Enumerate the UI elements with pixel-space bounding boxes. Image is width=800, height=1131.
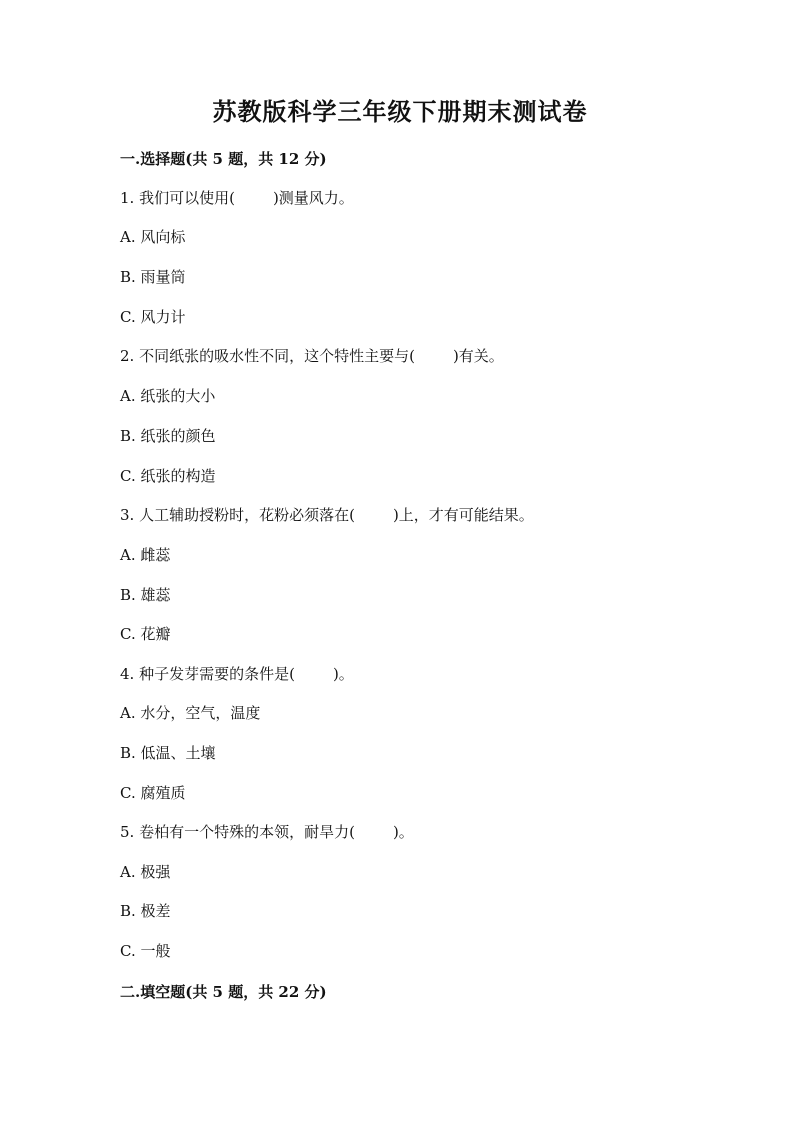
question-5-option-a: A. 极强 bbox=[120, 863, 171, 881]
question-1-option-a: A. 风向标 bbox=[120, 228, 186, 246]
question-5-stem-before: 5. 卷柏有一个特殊的本领，耐旱力( bbox=[120, 823, 355, 841]
question-2-option-c: C. 纸张的构造 bbox=[120, 467, 216, 485]
question-2-stem-after: )有关。 bbox=[452, 347, 504, 365]
question-4-stem bbox=[120, 663, 354, 685]
question-2-option-a: A. 纸张的大小 bbox=[120, 387, 216, 405]
page-title: 苏教版科学三年级下册期末测试卷 bbox=[212, 97, 588, 126]
question-3-option-b: B. 雄蕊 bbox=[120, 586, 171, 604]
question-5-stem-after: )。 bbox=[392, 823, 414, 841]
question-5-option-c: C. 一般 bbox=[120, 942, 171, 960]
question-5-option-b: B. 极差 bbox=[120, 902, 171, 920]
section-heading-fill-in: 二.填空题(共 5 题，共 22 分) bbox=[120, 983, 327, 1001]
question-5-stem bbox=[120, 821, 414, 843]
question-3-stem bbox=[120, 504, 534, 526]
section-heading-choice: 一.选择题(共 5 题，共 12 分) bbox=[120, 150, 327, 168]
question-1-stem-before: 1. 我们可以使用( bbox=[120, 189, 235, 207]
question-4-stem-before: 4. 种子发芽需要的条件是( bbox=[120, 665, 295, 683]
question-1-option-c: C. 风力计 bbox=[120, 308, 186, 326]
question-4-option-c: C. 腐殖质 bbox=[120, 784, 186, 802]
question-3-option-c: C. 花瓣 bbox=[120, 625, 171, 643]
question-2-stem-before: 2. 不同纸张的吸水性不同，这个特性主要与( bbox=[120, 347, 415, 365]
question-3-stem-before: 3. 人工辅助授粉时，花粉必须落在( bbox=[120, 506, 355, 524]
question-2-option-b: B. 纸张的颜色 bbox=[120, 427, 216, 445]
question-1-option-b: B. 雨量筒 bbox=[120, 268, 186, 286]
question-4-option-b: B. 低温、土壤 bbox=[120, 744, 216, 762]
question-3-option-a: A. 雌蕊 bbox=[120, 546, 171, 564]
question-1-stem-after: )测量风力。 bbox=[272, 189, 354, 207]
question-1-stem bbox=[120, 187, 354, 209]
question-4-stem-after: )。 bbox=[332, 665, 354, 683]
question-2-stem bbox=[120, 345, 504, 367]
question-3-stem-after: )上，才有可能结果。 bbox=[392, 506, 534, 524]
question-4-option-a: A. 水分，空气，温度 bbox=[120, 704, 261, 722]
